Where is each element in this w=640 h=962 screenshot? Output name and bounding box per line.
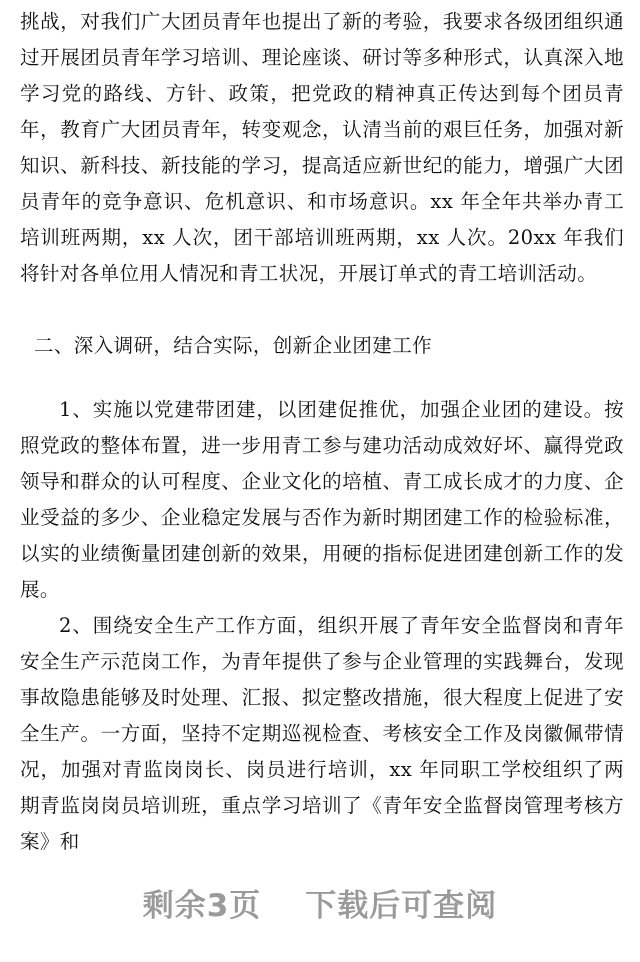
download-banner[interactable] (0, 872, 640, 932)
paragraph-safety-production: 2、围绕安全生产工作方面，组织开展了青年安全监督岗和青年安全生产示范岗工作，为青年提供了参与企业管理的实践舞台，发现事故隐患能够及时处理、汇报、拟定整改措施，很大程度上促进了安全生产。一方面，坚持不定期巡视检查、考核安全工作及岗徽佩带情况，加强对青监岗岗长、岗员进行培训，xx 年同职工学校组织了两期青监岗岗员培训班，重点学习培训了《青年安全监督岗管理考核方案》和 (20, 614, 624, 853)
document-body (20, 4, 624, 860)
spacer (20, 364, 624, 392)
section-heading: 二、深入调研，结合实际，创新企业团建工作 (34, 334, 433, 357)
remaining-pages-label: 剩余3页 (142, 887, 262, 924)
paragraph-training: 挑战，对我们广大团员青年也提出了新的考验，我要求各级团组织通过开展团员青年学习培训、理论座谈、研讨等多种形式，认真深入地学习党的路线、方针、政策，把党政的精神真正传达到每个团员青年，教育广大团员青年，转变观念，认清当前的艰巨任务，加强对新知识、新科技、新技能的学习，提高适应新世纪的能力，增强广大团员青年的竞争意识、危机意识、和市场意识。xx 年全年共举办青工培训班两期，xx 人次，团干部培训班两期，xx 人次。20xx 年我们将针对各单位用人情况和青工状况，开展订单式的青工培训活动。 (20, 10, 624, 285)
download-prompt-label: 下载后可查阅 (305, 887, 498, 924)
paragraph-party-building: 1、实施以党建带团建，以团建促推优，加强企业团的建设。按照党政的整体布置，进一步用青工参与建功活动成效好坏、赢得党政领导和群众的认可程度、企业文化的培植、青工成长成才的力度、企业受益的多少、企业稳定发展与否作为新时期团建工作的检验标准，以实的业绩衡量团建创新的效果，用硬的指标促进团建创新工作的发展。 (20, 398, 624, 601)
